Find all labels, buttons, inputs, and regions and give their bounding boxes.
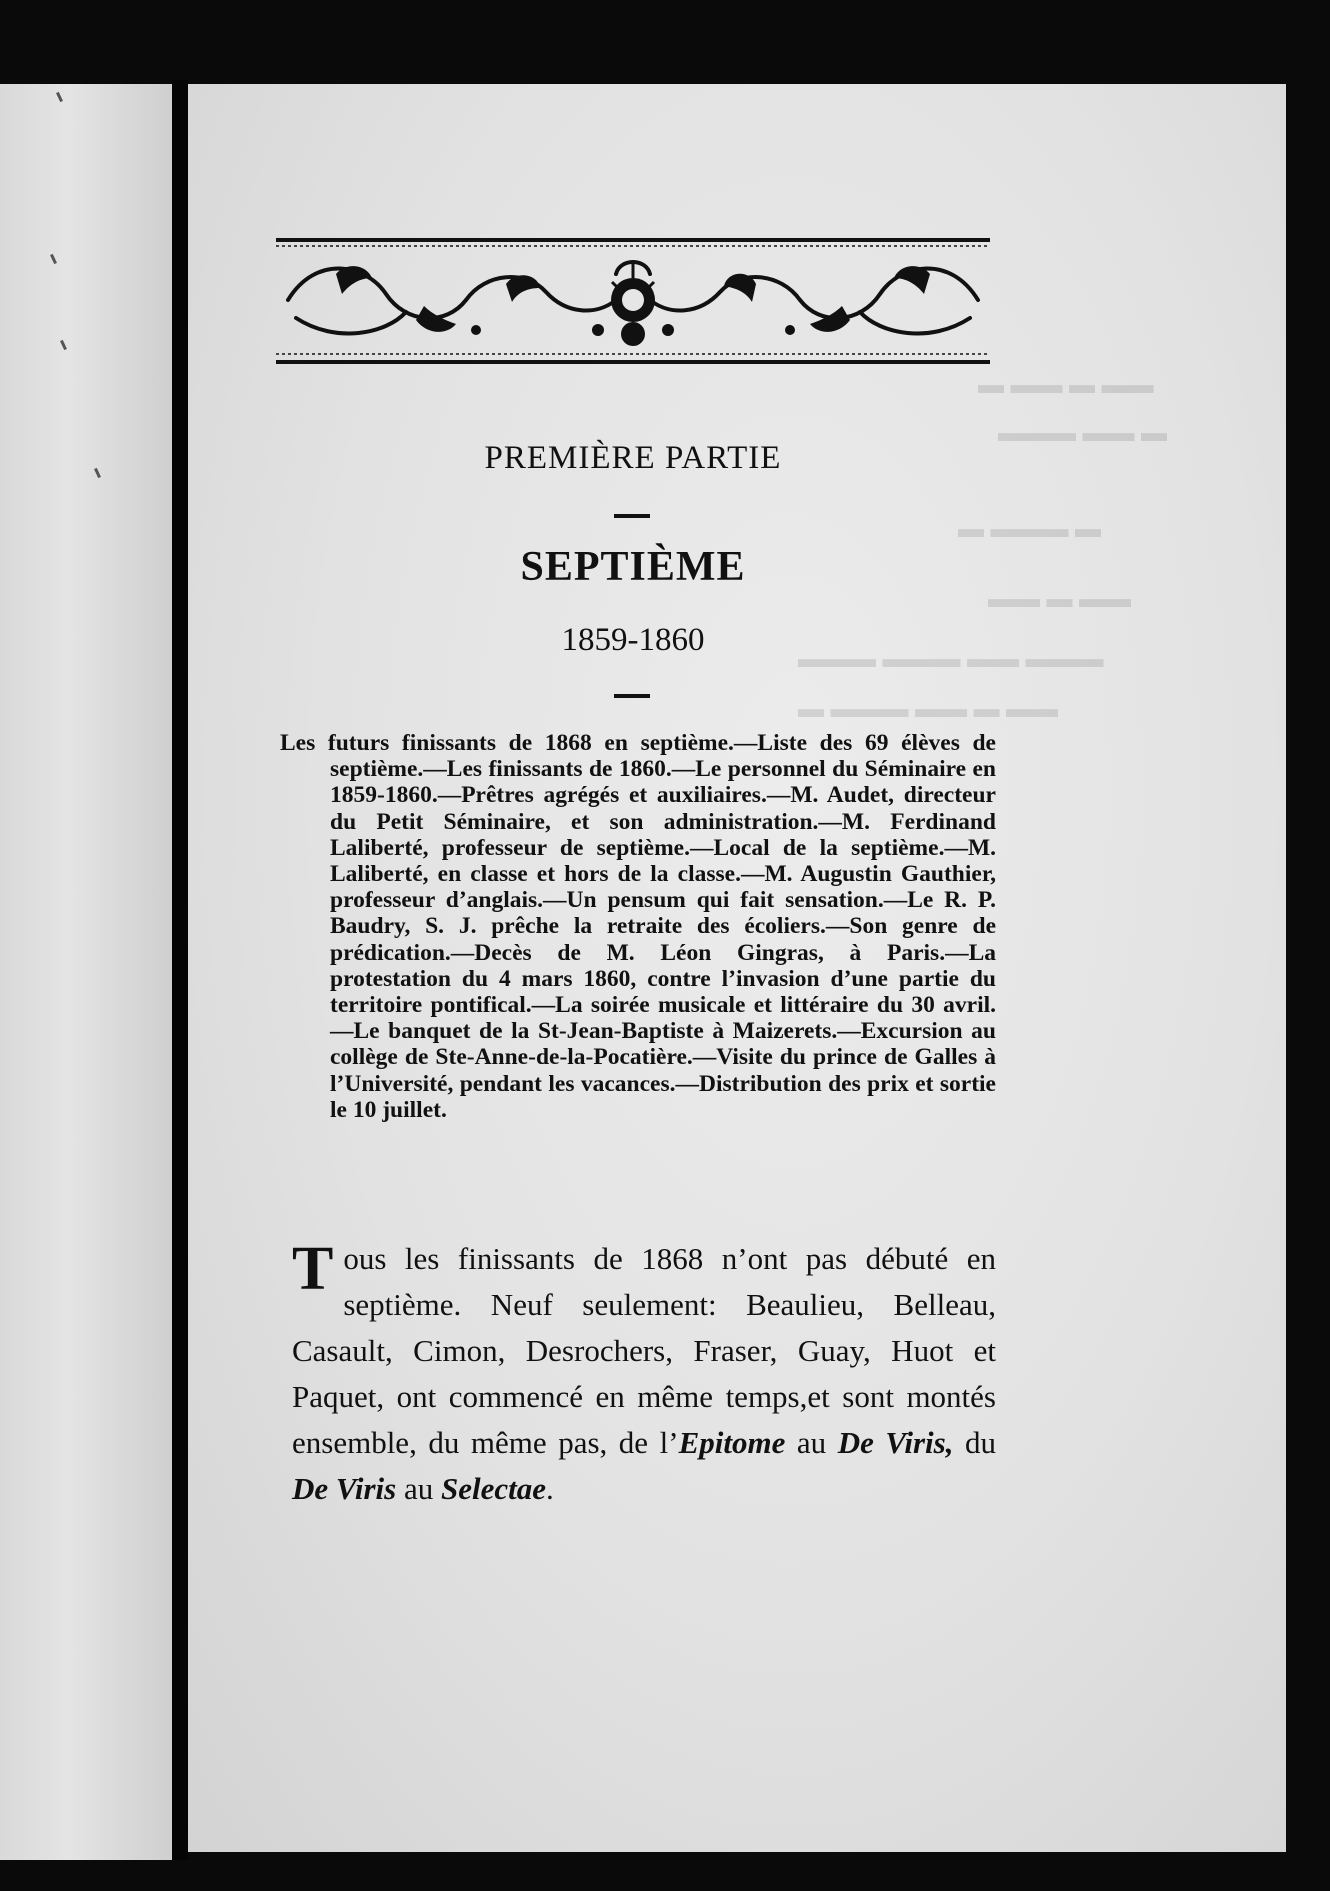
body-text-run: du [953,1425,997,1460]
body-text-run: ous les finissants de 1868 n’ont pas débuté en septième. Neuf seulement: Beaulieu, Belleau, Casault, Cimon, Desrochers, Fraser, Guay, Huot et Paquet, ont commencé en même temps,et sont montés ensemble, du même pas, de l’ [292,1241,996,1460]
chapter-summary: Les futurs finissants de 1868 en septième.—Liste des 69 élèves de septième.—Les finissants de 1860.—Le personnel du Séminaire en 1859-1860.—Prêtres agrégés et auxiliaires.—M. Audet, directeur du Petit Séminaire, et son administration.—M. Ferdinand Laliberté, professeur de septième.—Local de la septième.—M. Laliberté, en classe et hors de la classe.—M. Augustin Gauthier, professeur d’anglais.—Un pensum qui fait sensation.—Le R. P. Baudry, S. J. prêche la retraite des écoliers.—Son genre de prédication.—Decès de M. Léon Gingras, à Paris.—La protestation du 4 mars 1860, contre l’invasion d’une partie du territoire pontifical.—La soirée musicale et littéraire du 30 avril.—Le banquet de la St-Jean-Baptiste à Maizerets.—Excursion au collège de Ste-Anne-de-la-Pocatière.—Visite du prince de Galles à l’Université, pendant les vacances.—Distribution des prix et sortie le 10 juillet. [280,730,996,1123]
part-title: PREMIÈRE PARTIE [484,440,782,476]
right-page: ▬ ▬▬ ▬ ▬▬ ▬▬▬ ▬▬ ▬ ▬ ▬▬▬ ▬ ▬▬ ▬ ▬▬ ▬▬▬ ▬▬▬ ▬▬ ▬▬▬ ▬ ▬▬▬ ▬▬ ▬ ▬▬ [188,84,1286,1852]
body-text-run: . [546,1471,554,1506]
ink-speck [60,340,67,350]
ink-speck [94,468,101,478]
ink-speck [56,92,63,102]
italic-title: Epitome [678,1425,786,1460]
body-text-run: au [785,1425,838,1460]
section-years: 1859-1860 [561,622,705,658]
body-text-run: au [396,1471,441,1506]
title-rule [614,694,650,698]
drop-cap: T [292,1235,334,1303]
left-facing-page [0,84,172,1860]
italic-title: De Viris [292,1471,397,1506]
italic-title: De Viris, [837,1425,954,1460]
ink-speck [50,254,57,264]
italic-title: Selectae [440,1471,546,1506]
section-title: SEPTIÈME [520,544,746,590]
title-rule [614,514,650,518]
floral-ornament-banner [276,234,990,368]
book-gutter [172,80,188,1860]
body-paragraph [292,1236,996,1512]
